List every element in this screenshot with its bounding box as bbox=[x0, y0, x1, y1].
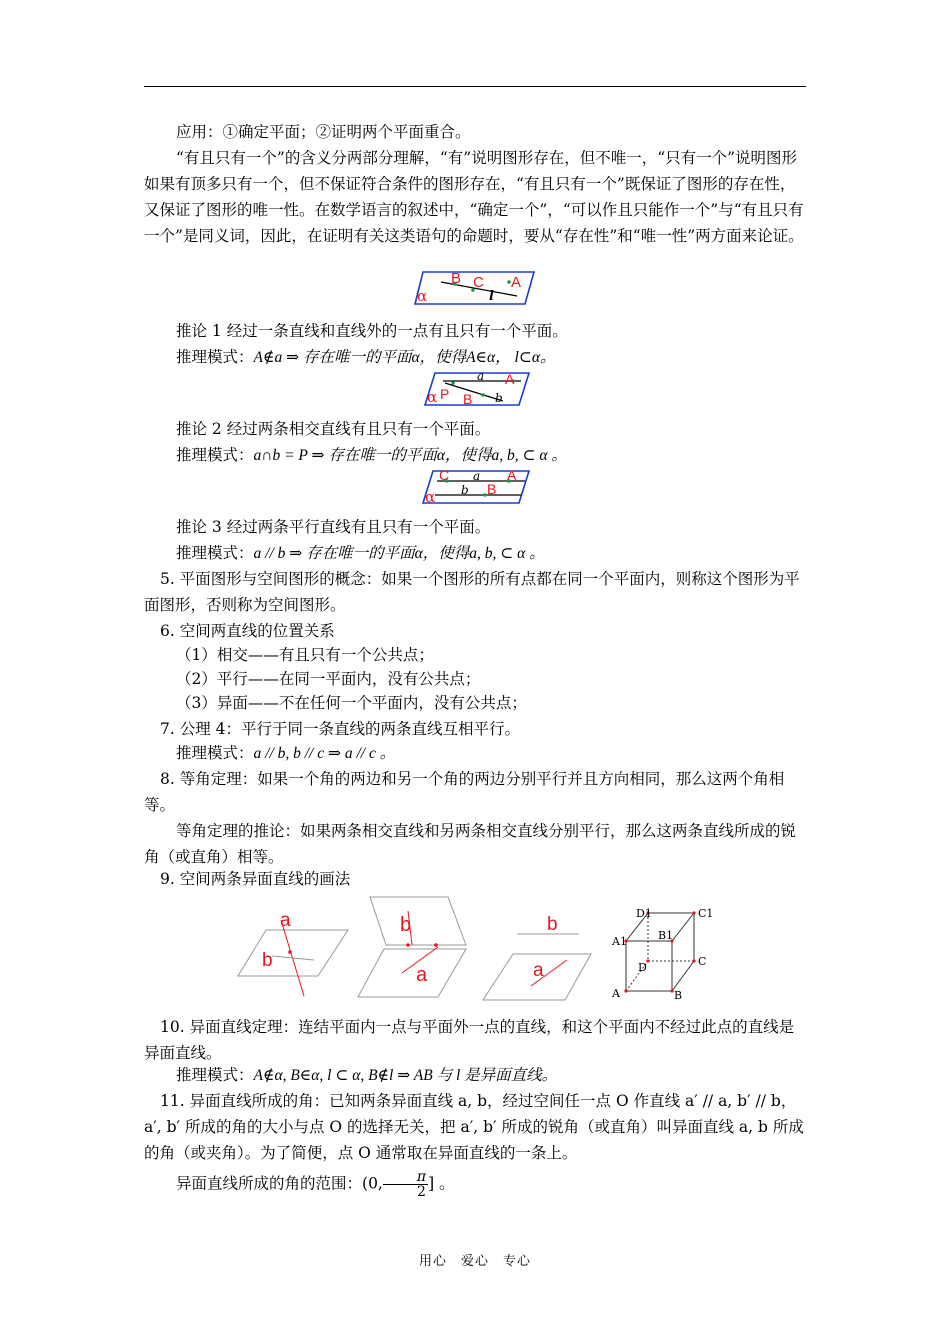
label-A: A bbox=[612, 987, 620, 1000]
label-b: b bbox=[461, 483, 469, 497]
label-a: a bbox=[416, 964, 428, 986]
label-alpha: α bbox=[427, 388, 438, 406]
item-5: 5. 平面图形与空间图形的概念：如果一个图形的所有点都在同一个平面内，则称这个图形为平面图形，否则称为空间图形。 bbox=[144, 570, 800, 614]
label-C: C bbox=[439, 469, 450, 483]
angle-range: 异面直线所成的角的范围：(0, $\frac{\pi}{2}$ ] 。 bbox=[176, 1169, 455, 1200]
application-paragraph: 应用：①确定平面；②证明两个平面重合。 bbox=[176, 123, 471, 141]
item-6-3: （3）异面——不在任何一个平面内，没有公共点； bbox=[176, 694, 527, 712]
label-B1: B1 bbox=[658, 929, 674, 942]
label-P: P bbox=[440, 386, 450, 402]
label-b: b bbox=[400, 914, 412, 936]
item-10: 10. 异面直线定理：连结平面内一点与平面外一点的直线，和这个平面内不经过此点的直线是异面直线。 bbox=[144, 1018, 795, 1062]
item-10-model: 推理模式：A∉α, B∈α, l ⊂ α, B∉l ⇒ AB 与 l 是异面直线。 bbox=[176, 1066, 558, 1084]
label-B: B bbox=[463, 391, 473, 407]
label-C: C bbox=[698, 955, 707, 968]
label-D: D bbox=[638, 961, 647, 974]
meaning-paragraph: “有且只有一个”的含义分两部分理解，“有”说明图形存在，但不唯一，“只有一个”说明图形如果有顶多只有一个，但不保证符合条件的图形存在，“有且只有一个”既保证了图形的存在性，又保证了图形的唯一性。在数学语言的叙述中，“确定一个”，“可以作且只能作一个”与“有且只有一个”是同义词，因此，在证明有关这类语句的命题时，要从“存在性”和“唯一性”两方面来论证。 bbox=[144, 149, 804, 245]
corollary-3: 推论 3 经过两条平行直线有且只有一个平面。 bbox=[176, 518, 491, 536]
label-A: A bbox=[507, 469, 517, 483]
label-a: a bbox=[473, 469, 481, 483]
label-A: A bbox=[505, 371, 515, 387]
item-6-1: （1）相交——有且只有一个公共点； bbox=[176, 646, 434, 664]
label-B: B bbox=[674, 989, 683, 1002]
pi-over-2-fraction: $\frac{\pi}{2}$ bbox=[383, 1170, 428, 1199]
skew-lines-figure-1 bbox=[236, 900, 356, 1000]
label-A: A bbox=[511, 274, 522, 291]
label-alpha: α bbox=[417, 287, 428, 305]
label-alpha: α bbox=[425, 488, 436, 505]
plane-figure-1 bbox=[413, 270, 535, 306]
item-11: 11. 异面直线所成的角：已知两条异面直线 a, b，经过空间任一点 O 作直线 a′ // a, b′ // b，a′, b′ 所成的角的大小与点 O 的选择无关，把 a′, b′ 所成的锐角（或直角）叫异面直线 a, b 所成的角（或夹角）。为了简便，点 O 通常取在异面直线的一条上。 bbox=[144, 1092, 804, 1162]
plane-figure-2 bbox=[423, 371, 531, 407]
skew-lines-figure-2 bbox=[356, 893, 470, 1003]
plane-figure-3 bbox=[421, 469, 531, 505]
label-B: B bbox=[487, 481, 497, 497]
label-b: b bbox=[547, 914, 558, 935]
label-D1: D1 bbox=[636, 907, 652, 920]
item-7: 7. 公理 4：平行于同一条直线的两条直线互相平行。 bbox=[160, 720, 521, 738]
label-B: B bbox=[451, 270, 462, 287]
label-b: b bbox=[495, 391, 503, 405]
header-rule bbox=[144, 86, 806, 87]
label-C: C bbox=[473, 274, 484, 291]
label-a: a bbox=[280, 910, 291, 931]
skew-lines-figure-3 bbox=[481, 906, 593, 1004]
page-footer: 用心 爱心 专心 bbox=[418, 1254, 531, 1269]
label-a: a bbox=[533, 960, 544, 981]
corollary-1-model: 推理模式：A∉a ⇒ 存在唯一的平面α，使得A∈α， l⊂α。 bbox=[176, 348, 556, 366]
item-7-model: 推理模式：a // b, b // c ⇒ a // c 。 bbox=[176, 744, 396, 762]
corollary-2: 推论 2 经过两条相交直线有且只有一个平面。 bbox=[176, 420, 491, 438]
label-A1: A1 bbox=[612, 935, 627, 948]
label-l: l bbox=[489, 289, 494, 304]
cube-figure bbox=[608, 903, 726, 1003]
corollary-1: 推论 1 经过一条直线和直线外的一点有且只有一个平面。 bbox=[176, 322, 568, 340]
item-6-2: （2）平行——在同一平面内，没有公共点； bbox=[176, 670, 481, 688]
item-8: 8. 等角定理：如果一个角的两边和另一个角的两边分别平行并且方向相同，那么这两个角相等。 bbox=[144, 770, 785, 814]
item-9: 9. 空间两条异面直线的画法 bbox=[160, 870, 351, 888]
item-8-corollary: 等角定理的推论：如果两条相交直线和另两条相交直线分别平行，那么这两条直线所成的锐角（或直角）相等。 bbox=[144, 822, 797, 866]
item-6: 6. 空间两直线的位置关系 bbox=[160, 622, 335, 640]
label-C1: C1 bbox=[698, 907, 714, 920]
corollary-3-model: 推理模式：a // b ⇒ 存在唯一的平面α，使得a, b, ⊂ α 。 bbox=[176, 544, 545, 562]
corollary-2-model: 推理模式：a∩b = P ⇒ 存在唯一的平面α，使得a, b, ⊂ α 。 bbox=[176, 446, 567, 464]
label-a: a bbox=[477, 371, 485, 383]
label-b: b bbox=[262, 950, 273, 971]
